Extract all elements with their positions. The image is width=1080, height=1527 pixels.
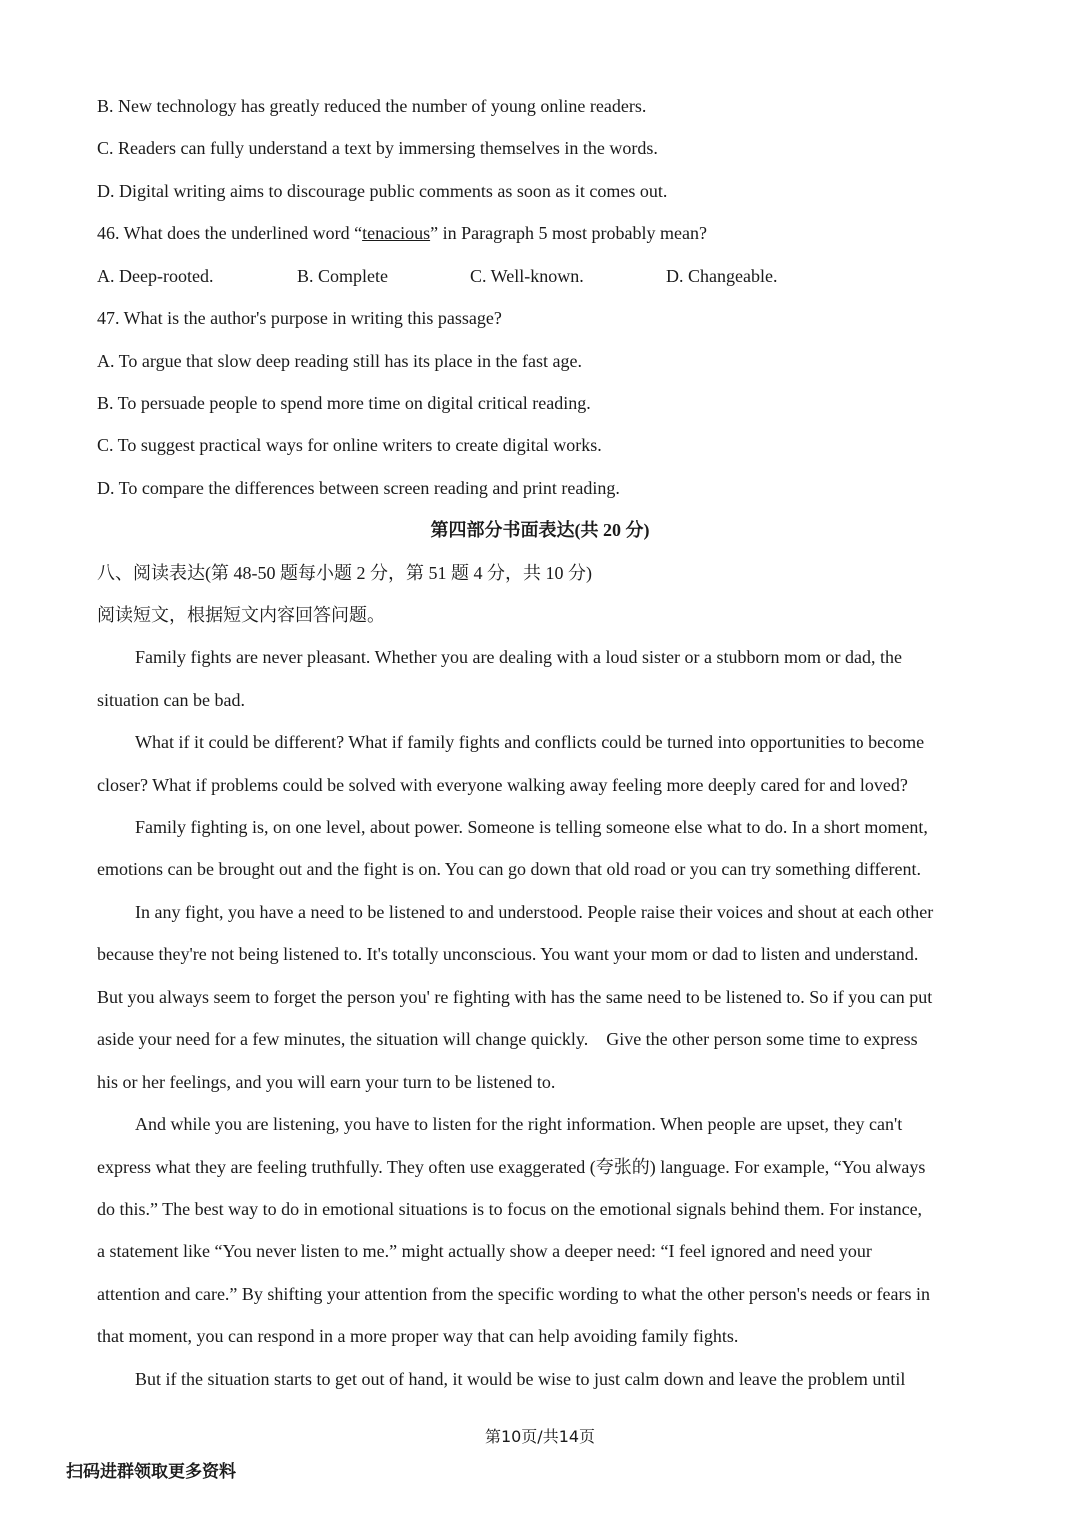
- promo-text: 扫码进群领取更多资料: [66, 1462, 236, 1482]
- passage-line: closer? What if problems could be solved with everyone walking away feeling more deeply cared for and loved?: [97, 775, 908, 795]
- q46-underlined-word: tenacious: [362, 223, 431, 243]
- passage-line: And while you are listening, you have to listen for the right information. When people are upset, they can't: [135, 1114, 903, 1134]
- q46-stem-after: ” in Paragraph 5 most probably mean?: [430, 223, 708, 243]
- q47-option-a: A. To argue that slow deep reading still has its place in the fast age.: [97, 351, 582, 371]
- q46-stem-before: 46. What does the underlined word “: [97, 223, 363, 243]
- passage-line: a statement like “You never listen to me.” might actually show a deeper need: “I feel ignored and need your: [97, 1241, 872, 1261]
- passage-line: do this.” The best way to do in emotional situations is to focus on the emotional signals behind them. For instance,: [97, 1199, 923, 1219]
- passage-line: aside your need for a few minutes, the situation will change quickly. Give the other person some time to express: [97, 1029, 918, 1049]
- q47-option-c: C. To suggest practical ways for online writers to create digital works.: [97, 435, 602, 455]
- passage-line: Family fighting is, on one level, about power. Someone is telling someone else what to do. In a short moment,: [135, 817, 928, 837]
- q47-stem: 47. What is the author's purpose in writing this passage?: [97, 308, 502, 328]
- passage-line: situation can be bad.: [97, 690, 245, 710]
- section-instruction: 阅读短文，根据短文内容回答问题。: [97, 605, 385, 625]
- passage-line: his or her feelings, and you will earn your turn to be listened to.: [97, 1072, 556, 1092]
- passage-line: But you always seem to forget the person you' re fighting with has the same need to be listened to. So if you can put: [97, 987, 933, 1007]
- q46-option-a: A. Deep-rooted.: [97, 266, 214, 286]
- passage-line: attention and care.” By shifting your attention from the specific wording to what the other person's needs or fears in: [97, 1284, 931, 1304]
- q46-stem: [97, 221, 707, 245]
- q45-option-b: B. New technology has greatly reduced the number of young online readers.: [97, 96, 647, 116]
- q46-option-b: B. Complete: [297, 266, 388, 286]
- q47-option-d: D. To compare the differences between screen reading and print reading.: [97, 478, 620, 498]
- section-heading: 第四部分书面表达(共 20 分): [430, 520, 650, 540]
- q45-option-d: D. Digital writing aims to discourage public comments as soon as it comes out.: [97, 181, 668, 201]
- passage-line: Family fights are never pleasant. Whether you are dealing with a loud sister or a stubborn mom or dad, the: [135, 647, 902, 667]
- passage-line: that moment, you can respond in a more proper way that can help avoiding family fights.: [97, 1326, 739, 1346]
- passage-line: because they're not being listened to. It's totally unconscious. You want your mom or dad to listen and understand.: [97, 944, 919, 964]
- section-subheading: 八、阅读表达(第 48-50 题每小题 2 分，第 51 题 4 分，共 10 分): [97, 563, 592, 583]
- page-number: 第10页/共14页: [484, 1427, 596, 1446]
- q46-option-d: D. Changeable.: [666, 266, 778, 286]
- q45-option-c: C. Readers can fully understand a text by immersing themselves in the words.: [97, 138, 658, 158]
- q46-option-c: C. Well-known.: [470, 266, 584, 286]
- q47-option-b: B. To persuade people to spend more time on digital critical reading.: [97, 393, 591, 413]
- passage-line: express what they are feeling truthfully. They often use exaggerated (夸张的) language. For example, “You always: [97, 1157, 926, 1177]
- passage-line: But if the situation starts to get out of hand, it would be wise to just calm down and leave the problem until: [135, 1369, 906, 1389]
- passage-line: In any fight, you have a need to be listened to and understood. People raise their voices and shout at each other: [135, 902, 934, 922]
- passage-line: emotions can be brought out and the fight is on. You can go down that old road or you can try something different.: [97, 859, 922, 879]
- passage-line: What if it could be different? What if family fights and conflicts could be turned into opportunities to become: [135, 732, 925, 752]
